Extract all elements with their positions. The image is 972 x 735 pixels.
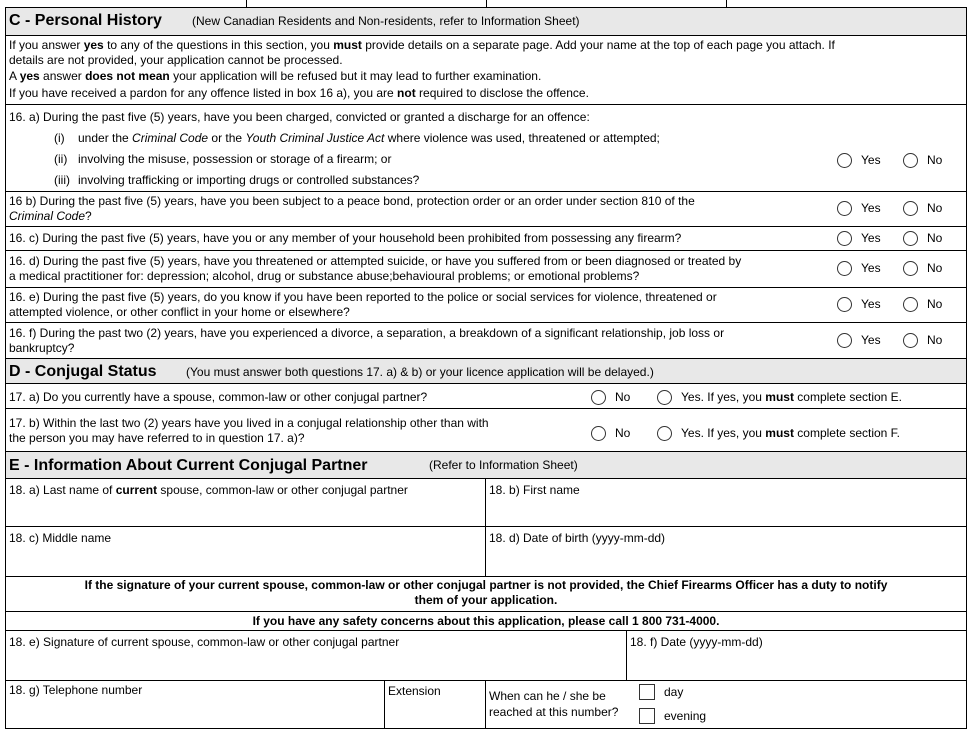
q16a-yes-label: Yes (861, 153, 881, 167)
q16a-no-radio[interactable] (903, 153, 918, 168)
extension-label: Extension (388, 684, 441, 698)
q17a-text: 17. a) Do you currently have a spouse, common-law or other conjugal partner? (9, 390, 428, 404)
divider (5, 35, 967, 36)
q16e-no-label: No (927, 297, 943, 311)
q16b-no-radio[interactable] (903, 201, 918, 216)
q16f-line-2: bankruptcy? (9, 341, 75, 355)
notice-line-2: them of your application. (414, 593, 558, 607)
q16a-iii-num: (iii) (54, 173, 70, 187)
q16a-i-num: (i) (54, 131, 65, 145)
q16d-no-radio[interactable] (903, 261, 918, 276)
q16b-yes-label: Yes (861, 201, 881, 215)
q16c-no-radio[interactable] (903, 231, 918, 246)
form-bottom-border (5, 728, 967, 729)
divider (626, 630, 627, 680)
q16f-no-radio[interactable] (903, 333, 918, 348)
divider (5, 408, 967, 409)
q16a-text: 16. a) During the past five (5) years, have you been charged, convicted or granted a discharge for an offence: (9, 110, 590, 124)
telephone-field[interactable] (6, 698, 383, 727)
intro-line-3: A yes answer does not mean your application will be refused but it may lead to further examination. (9, 69, 542, 83)
q16e-yes-label: Yes (861, 297, 881, 311)
divider (5, 7, 967, 8)
q16b-no-label: No (927, 201, 943, 215)
notice-line-1: If the signature of your current spouse, common-law or other conjugal partner is not provided, the Chief Firearms Officer has a duty to notify (84, 578, 888, 592)
divider (5, 383, 967, 384)
q16d-yes-label: Yes (861, 261, 881, 275)
divider (5, 526, 967, 527)
section-d-title: D - Conjugal Status (9, 363, 157, 380)
q16e-line-2: attempted violence, or other conflict in your home or elsewhere? (9, 305, 350, 319)
divider (5, 576, 967, 577)
q16d-line-1: 16. d) During the past five (5) years, have you threatened or attempted suicide, or have you suffered from or been diagnosed or treated by (9, 254, 742, 268)
q16e-line-1: 16. e) During the past five (5) years, do you know if you have been reported to the police or social services for violence, threatened or (9, 290, 717, 304)
reach-line-2: reached at this number? (489, 705, 619, 719)
q16d-line-2: a medical practitioner for: depression; alcohol, drug or substance abuse;behavioural problems; or emotional problems? (9, 269, 640, 283)
q18b-label: 18. b) First name (489, 483, 580, 497)
q16f-no-label: No (927, 333, 943, 347)
q17a-no-radio[interactable] (591, 390, 606, 405)
safety-notice: If you have any safety concerns about this application, please call 1 800 731-4000. (252, 614, 720, 628)
section-e-note: (Refer to Information Sheet) (429, 458, 578, 472)
date-of-birth-field[interactable] (487, 546, 965, 575)
divider (5, 250, 967, 251)
q16a-yes-radio[interactable] (837, 153, 852, 168)
evening-label: evening (664, 709, 707, 723)
q16e-yes-radio[interactable] (837, 297, 852, 312)
day-checkbox[interactable] (639, 684, 655, 700)
section-c-title: C - Personal History (9, 12, 162, 29)
divider (5, 226, 967, 227)
divider (5, 287, 967, 288)
partner-signature-field[interactable] (6, 650, 625, 678)
q18a-label: 18. a) Last name of current spouse, common-law or other conjugal partner (9, 483, 408, 497)
q16b-line-1: 16 b) During the past five (5) years, have you been subject to a peace bond, protection order or an order under section 810 of the (9, 194, 695, 208)
q16f-yes-label: Yes (861, 333, 881, 347)
q16c-no-label: No (927, 231, 943, 245)
section-c-note: (New Canadian Residents and Non-residents, refer to Information Sheet) (192, 14, 580, 28)
q17a-no-label: No (615, 390, 631, 404)
divider (485, 478, 486, 576)
divider (5, 680, 967, 681)
top-divider-3 (726, 0, 727, 7)
top-divider-2 (486, 0, 487, 7)
q17b-no-label: No (615, 426, 631, 440)
first-name-field[interactable] (487, 498, 965, 526)
divider (5, 611, 967, 612)
intro-line-1: If you answer yes to any of the questions in this section, you must provide details on a separate page. Add your name at the top of each page you attach. If (9, 38, 835, 52)
divider (485, 680, 486, 729)
q17b-no-radio[interactable] (591, 426, 606, 441)
divider (5, 630, 967, 631)
q17b-yes-label: Yes. If yes, you must complete section F. (681, 426, 901, 440)
q18e-label: 18. e) Signature of current spouse, common-law or other conjugal partner (9, 635, 400, 649)
q18c-label: 18. c) Middle name (9, 531, 112, 545)
top-divider-1 (246, 0, 247, 7)
q17b-yes-radio[interactable] (657, 426, 672, 441)
last-name-field[interactable] (6, 498, 485, 526)
section-e-title: E - Information About Current Conjugal Partner (9, 457, 368, 474)
divider (5, 478, 967, 479)
reach-line-1: When can he / she be (489, 689, 606, 703)
middle-name-field[interactable] (6, 546, 485, 575)
q17b-line-1: 17. b) Within the last two (2) years have you lived in a conjugal relationship other than with (9, 416, 489, 430)
q16a-ii-num: (ii) (54, 152, 68, 166)
form-right-border (966, 7, 967, 729)
q16e-no-radio[interactable] (903, 297, 918, 312)
section-d-note: (You must answer both questions 17. a) & b) or your licence application will be delayed.) (186, 365, 654, 379)
q16b-line-2: Criminal Code? (9, 209, 92, 223)
day-label: day (664, 685, 684, 699)
q17a-yes-radio[interactable] (657, 390, 672, 405)
divider (5, 104, 967, 105)
q17a-yes-label: Yes. If yes, you must complete section E. (681, 390, 903, 404)
divider (384, 680, 385, 729)
q16c-text: 16. c) During the past five (5) years, have you or any member of your household been prohibited from possessing any firearm? (9, 231, 682, 245)
q16c-yes-radio[interactable] (837, 231, 852, 246)
signature-date-field[interactable] (628, 650, 965, 678)
intro-line-2: details are not provided, your application cannot be processed. (9, 53, 343, 67)
q17b-line-2: the person you may have referred to in question 17. a)? (9, 431, 305, 445)
q16c-yes-label: Yes (861, 231, 881, 245)
divider (5, 322, 967, 323)
q16f-line-1: 16. f) During the past two (2) years, have you experienced a divorce, a separation, a breakdown of a significant relationship, job loss or (9, 326, 725, 340)
q16a-no-label: No (927, 153, 943, 167)
q16a-i-text: under the Criminal Code or the Youth Criminal Justice Act where violence was used, threatened or attempted; (78, 131, 660, 145)
q16d-yes-radio[interactable] (837, 261, 852, 276)
evening-checkbox[interactable] (639, 708, 655, 724)
q16b-yes-radio[interactable] (837, 201, 852, 216)
q18f-label: 18. f) Date (yyyy-mm-dd) (630, 635, 763, 649)
q18g-label: 18. g) Telephone number (9, 683, 143, 697)
extension-field[interactable] (386, 698, 484, 727)
signature-notice (6, 578, 966, 608)
q16a-iii-text: involving trafficking or importing drugs or controlled substances? (78, 173, 420, 187)
divider (5, 191, 967, 192)
q16f-yes-radio[interactable] (837, 333, 852, 348)
intro-line-4: If you have received a pardon for any offence listed in box 16 a), you are not required to disclose the offence. (9, 86, 589, 100)
q16a-ii-text: involving the misuse, possession or storage of a firearm; or (78, 152, 392, 166)
q16d-no-label: No (927, 261, 943, 275)
q18d-label: 18. d) Date of birth (yyyy-mm-dd) (489, 531, 666, 545)
